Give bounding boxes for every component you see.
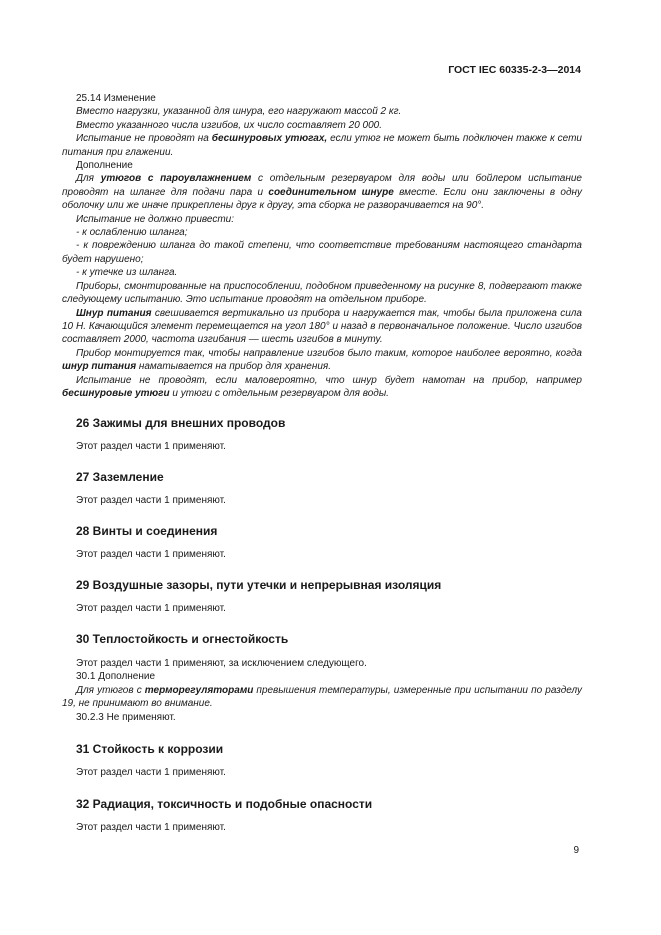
clause-paragraph: Испытание не проводят на бесшнуровых утюгах, если утюг не может быть подключен также к сети питания при глажении. [62, 133, 582, 158]
clause-line: Вместо нагрузки, указанной для шнура, его нагружают массой 2 кг. [76, 106, 402, 118]
section-26-title: 26 Зажимы для внешних проводов [76, 416, 286, 430]
subclause-paragraph: Для утюгов с терморегуляторами превышения температуры, измеренные при испытании по разделу 19, не принимают во внимание. [62, 684, 582, 710]
section-29-title: 29 Воздушные зазоры, пути утечки и непрерывная изоляция [76, 578, 442, 592]
subclause-line: 30.2.3 Не применяют. [76, 711, 176, 723]
section-29-text: Этот раздел части 1 применяют. [76, 603, 226, 614]
clause-heading: 25.14 Изменение [76, 93, 156, 104]
list-item: - к повреждению шланга до такой степени, что соответствие требованиям настоящего стандарта будет нарушено; [62, 240, 582, 265]
section-30-text: Этот раздел части 1 применяют, за исключением следующего. [76, 658, 367, 669]
clause-line: Вместо указанного числа изгибов, их число составляет 20 000. [76, 119, 382, 131]
section-31-title: 31 Стойкость к коррозии [76, 742, 224, 756]
section-30-body [62, 657, 582, 724]
section-27-title: 27 Заземление [76, 470, 164, 484]
section-28-text: Этот раздел части 1 применяют. [76, 549, 226, 560]
document-header: ГОСТ IEC 60335-2-3—2014 [448, 64, 581, 76]
clause-25-14 [62, 92, 582, 400]
subclause-heading: 30.1 Дополнение [76, 671, 156, 683]
clause-paragraph: Приборы, смонтированные на приспособлении, подобном приведенному на рисунке 8, подвергают также следующему испытанию. Это испытание проводят на отдельном приборе. [62, 280, 582, 306]
section-26-text: Этот раздел части 1 применяют. [76, 441, 226, 452]
section-27-text: Этот раздел части 1 применяют. [76, 495, 226, 506]
addition-heading: Дополнение [76, 160, 133, 172]
clause-paragraph: Для утюгов с пароувлажнением с отдельным резервуаром для воды или бойлером испытание проводят на шланге для подачи пара и соединительном шнуре вместе. Если они заключены в одну оболочку или же иначе прикреплены друг к другу, эта сборка не разворачивается на 90°. [62, 173, 582, 212]
section-32-text: Этот раздел части 1 применяют. [76, 822, 226, 833]
page-number: 9 [573, 845, 579, 856]
section-30-title: 30 Теплостойкость и огнестойкость [76, 632, 289, 646]
clause-paragraph: Прибор монтируется так, чтобы направление изгибов было таким, которое наиболее вероятно, когда шнур питания наматывается на прибор для хранения. [62, 347, 582, 373]
clause-paragraph: Шнур питания свешивается вертикально из прибора и нагружается так, чтобы была приложена сила 10 Н. Качающийся элемент перемещается на угол 180° и назад в первоначальное положение. Число изгибов составляет 2000, частота изгибания — шесть изгибов в минуту. [62, 307, 582, 346]
section-32-title: 32 Радиация, токсичность и подобные опасности [76, 797, 373, 811]
clause-line: Испытание не должно привести: [76, 213, 235, 225]
clause-paragraph: Испытание не проводят, если маловероятно, что шнур будет намотан на прибор, например бесшнуровые утюги и утюги с отдельным резервуаром для воды. [62, 374, 582, 399]
section-31-text: Этот раздел части 1 применяют. [76, 767, 226, 778]
section-28-title: 28 Винты и соединения [76, 524, 218, 538]
list-item: - к ослаблению шланга; [76, 227, 188, 239]
list-item: - к утечке из шланга. [76, 267, 178, 279]
